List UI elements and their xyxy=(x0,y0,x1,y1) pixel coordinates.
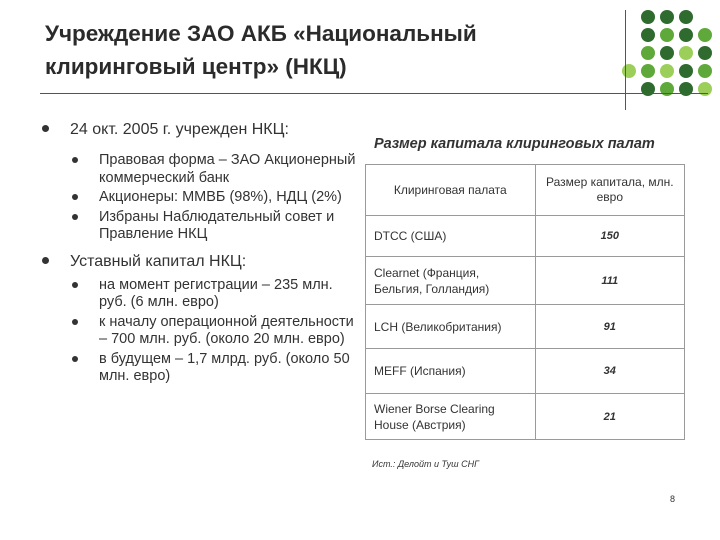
table-row xyxy=(366,305,685,349)
table-cell-name: Clearnet (Франция, Бельгия, Голландия) xyxy=(366,257,536,305)
decorative-dot xyxy=(698,28,712,42)
sub-bullet-text: Акционеры: ММВБ (98%), НДЦ (2%) xyxy=(99,189,342,205)
sub-bullet-text: к началу операционной деятельности – 700 млн. руб. (около 20 млн. евро) xyxy=(99,313,354,347)
bullet-text: 24 окт. 2005 г. учрежден НКЦ: xyxy=(70,121,289,138)
table-row xyxy=(366,257,685,305)
sub-bullet xyxy=(40,189,360,207)
bullet-marker xyxy=(72,214,78,220)
table-row xyxy=(366,216,685,257)
sub-bullet xyxy=(40,277,360,312)
source-note: Ист.: Делойт и Туш СНГ xyxy=(372,459,480,469)
title-divider-vertical xyxy=(625,10,626,110)
table-row xyxy=(366,349,685,394)
bullet-capital xyxy=(40,252,360,271)
bullet-marker xyxy=(72,194,78,200)
slide-title xyxy=(45,18,605,83)
table-cell-value: 111 xyxy=(535,257,684,305)
table-cell-value: 91 xyxy=(535,305,684,349)
table-cell-name: LCH (Великобритания) xyxy=(366,305,536,349)
bullet-marker xyxy=(72,319,78,325)
decorative-dot xyxy=(641,28,655,42)
decorative-dot xyxy=(641,46,655,60)
table-header-clearing-house: Клиринговая палата xyxy=(366,165,536,216)
title-divider-horizontal xyxy=(40,93,708,94)
slide-title-line-2: клиринговый центр» (НКЦ) xyxy=(45,53,347,79)
bullet-founding xyxy=(40,120,360,139)
decorative-dot xyxy=(641,10,655,24)
table-cell-value: 21 xyxy=(535,394,684,440)
sub-bullet xyxy=(40,314,360,349)
decorative-dot xyxy=(641,64,655,78)
bullet-marker xyxy=(72,356,78,362)
table-cell-name: DTCC (США) xyxy=(366,216,536,257)
table-title: Размер капитала клиринговых палат xyxy=(374,136,655,152)
sub-bullet xyxy=(40,209,360,244)
slide-title-line-1: Учреждение ЗАО АКБ «Национальный xyxy=(45,21,477,46)
decorative-dot xyxy=(679,28,693,42)
table-row xyxy=(366,394,685,440)
sub-bullet-text: Правовая форма – ЗАО Акционерный коммерческий банк xyxy=(99,152,356,186)
sub-bullet xyxy=(40,351,360,386)
table-cell-value: 34 xyxy=(535,349,684,394)
decorative-dot xyxy=(660,28,674,42)
bullet-marker xyxy=(42,257,49,264)
capital-table xyxy=(365,164,685,440)
bullet-marker xyxy=(72,157,78,163)
decorative-dot xyxy=(660,46,674,60)
page-number: 8 xyxy=(670,494,676,504)
decorative-dot xyxy=(679,64,693,78)
bullet-list xyxy=(40,120,360,386)
sub-bullet xyxy=(40,152,360,187)
decorative-dot xyxy=(698,64,712,78)
bullet-marker xyxy=(42,125,49,132)
decorative-dot xyxy=(698,46,712,60)
sub-bullet-text: Избраны Наблюдательный совет и Правление НКЦ xyxy=(99,208,335,242)
table-cell-name: Wiener Borse Clearing House (Австрия) xyxy=(366,394,536,440)
sub-bullet-text: в будущем – 1,7 млрд. руб. (около 50 млн. евро) xyxy=(99,350,350,384)
decorative-dot xyxy=(660,64,674,78)
bullet-text: Уставный капитал НКЦ: xyxy=(70,252,247,270)
decorative-dot xyxy=(679,10,693,24)
sub-bullet-text: на момент регистрации – 235 млн. руб. (6 млн. евро) xyxy=(99,276,333,310)
table-header-row xyxy=(366,165,685,216)
table-header-capital: Размер капитала, млн. евро xyxy=(535,165,684,216)
table-cell-name: MEFF (Испания) xyxy=(366,349,536,394)
table-cell-value: 150 xyxy=(535,216,684,257)
decorative-dot xyxy=(679,46,693,60)
decorative-dot xyxy=(660,10,674,24)
bullet-marker xyxy=(72,282,78,288)
